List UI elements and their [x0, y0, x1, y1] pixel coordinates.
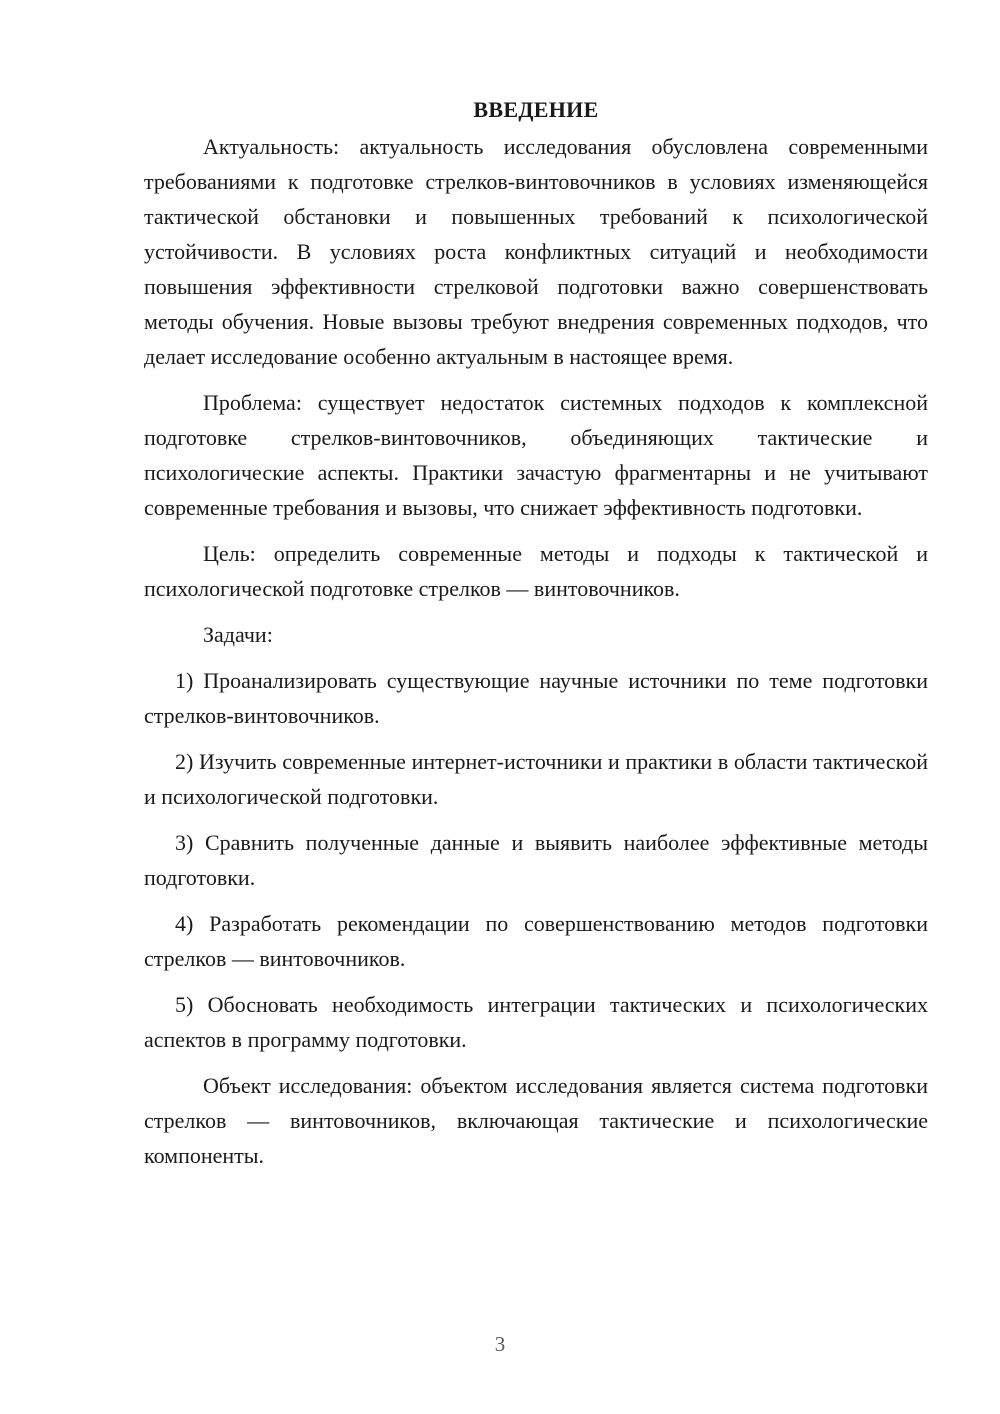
page-number: 3 [494, 1332, 506, 1356]
goal-paragraph: Цель: определить современные методы и подходы к тактической и психологической подготовке стрелков — винтовочников. [144, 541, 928, 601]
task-item-2: 2) Изучить современные интернет-источники и практики в области тактической и психологической подготовки. [144, 749, 928, 809]
section-title: ВВЕДЕНИЕ [473, 97, 599, 122]
task-item-1: 1) Проанализировать существующие научные источники по теме подготовки стрелков-винтовочников. [144, 668, 928, 728]
object-paragraph: Объект исследования: объектом исследования является система подготовки стрелков — винтовочников, включающая тактические и психологические компоненты. [144, 1073, 928, 1168]
relevance-paragraph: Актуальность: актуальность исследования обусловлена современными требованиями к подготовке стрелков-винтовочников в условиях изменяющейся тактической обстановки и повышенных требований к психологической устойчивости. В условиях роста конфликтных ситуаций и необходимости повышения эффективности стрелковой подготовки важно совершенствовать методы обучения. Новые вызовы требуют внедрения современных подходов, что делает исследование особенно актуальным в настоящее время. [144, 134, 928, 369]
task-item-4: 4) Разработать рекомендации по совершенствованию методов подготовки стрелков — винтовочников. [144, 911, 928, 971]
problem-paragraph: Проблема: существует недостаток системных подходов к комплексной подготовке стрелков-винтовочников, объединяющих тактические и психологические аспекты. Практики зачастую фрагментарны и не учитывают современные требования и вызовы, что снижает эффективность подготовки. [144, 390, 928, 520]
task-item-5: 5) Обосновать необходимость интеграции тактических и психологических аспектов в программу подготовки. [144, 992, 928, 1052]
tasks-heading: Задачи: [203, 622, 273, 647]
document-page [144, 92, 928, 1184]
task-item-3: 3) Сравнить полученные данные и выявить наиболее эффективные методы подготовки. [144, 830, 928, 890]
